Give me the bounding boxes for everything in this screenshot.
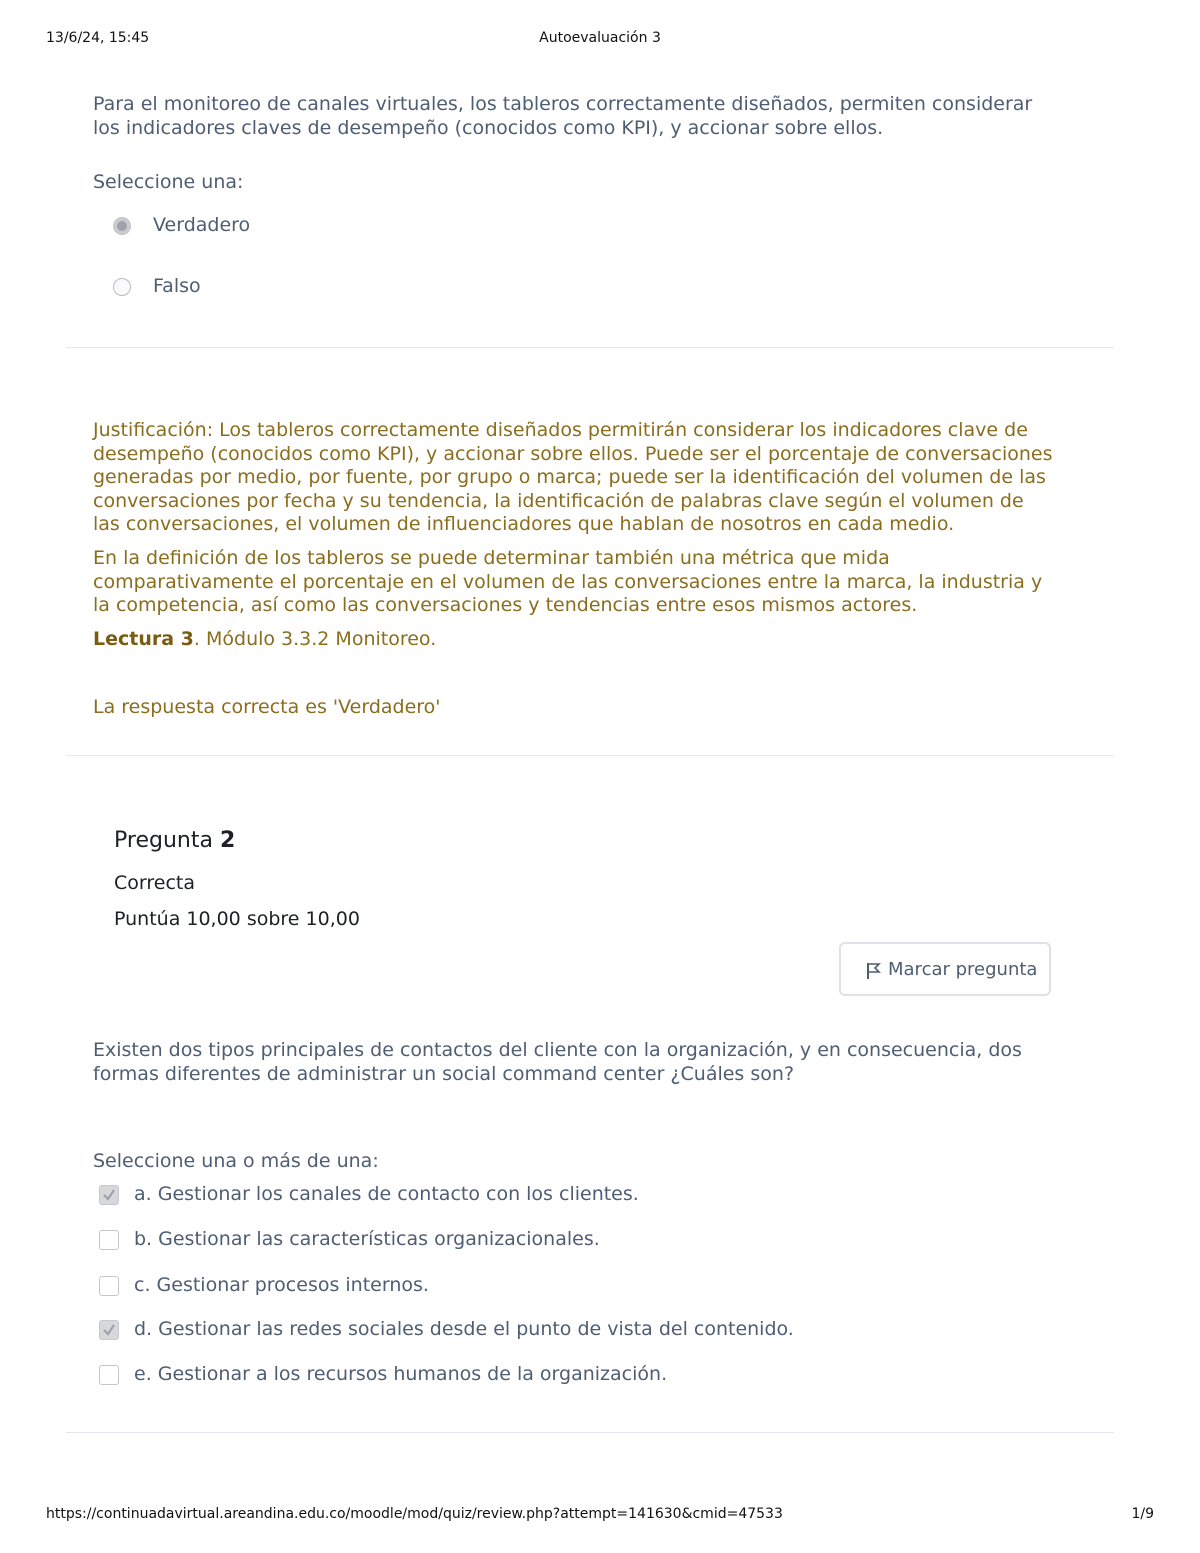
answer-option-label: d. Gestionar las redes sociales desde el punto de vista del contenido. xyxy=(134,1318,794,1340)
question-2-card xyxy=(66,800,1114,1433)
radio-button[interactable] xyxy=(113,278,131,296)
checkmark-icon xyxy=(102,1188,116,1202)
answer-option-label: c. Gestionar procesos internos. xyxy=(134,1274,429,1296)
answer-option-label: e. Gestionar a los recursos humanos de la organización. xyxy=(134,1363,668,1385)
answer-option-label: a. Gestionar los canales de contacto con los clientes. xyxy=(134,1183,639,1205)
feedback-reading-reference xyxy=(93,628,1053,652)
print-footer xyxy=(46,1506,1154,1526)
checkbox-checked[interactable] xyxy=(99,1185,119,1205)
checkbox[interactable] xyxy=(99,1276,119,1296)
radio-button-checked[interactable] xyxy=(113,217,131,235)
print-datetime: 13/6/24, 15:45 xyxy=(46,30,150,46)
flag-icon xyxy=(865,962,881,980)
answer-option-label: b. Gestionar las características organizacionales. xyxy=(134,1228,600,1250)
checkmark-icon xyxy=(102,1323,116,1337)
checkbox[interactable] xyxy=(99,1365,119,1385)
flag-question-button[interactable] xyxy=(839,942,1051,996)
feedback-justification: Justificación: Los tableros correctamente diseñados permitirán considerar los indicadores clave de desempeño (conocidos como KPI), y accionar sobre ellos. Puede ser el porcentaje de conversaciones generadas por medio, por fuente, por grupo o marca; puede ser la identificación del volumen de las conversaciones por fecha y su tendencia, la identificación de palabras clave según el volumen de las conversaciones, el volumen de influenciadores que hablan de nosotros en cada medio. xyxy=(93,419,1053,535)
reading-module: . Módulo 3.3.2 Monitoreo. xyxy=(193,628,437,650)
question-2-text: Existen dos tipos principales de contactos del cliente con la organización, y en consecuencia, dos formas diferentes de administrar un social command center ¿Cuáles son? xyxy=(93,1039,1022,1085)
reading-title: Lectura 3 xyxy=(93,628,194,650)
question-grade: Puntúa 10,00 sobre 10,00 xyxy=(114,908,360,930)
correct-answer-text: La respuesta correcta es 'Verdadero' xyxy=(93,696,441,718)
checkbox-checked[interactable] xyxy=(99,1320,119,1340)
checkbox[interactable] xyxy=(99,1230,119,1250)
question-state: Correcta xyxy=(114,872,195,894)
print-header xyxy=(46,30,1154,50)
feedback-paragraph: En la definición de los tableros se puede determinar también una métrica que mida comparativamente el porcentaje en el volumen de las conversaciones entre la marca, la industria y la competencia, así como las conversaciones y tendencias entre esos mismos actores. xyxy=(93,547,1043,616)
answer-option-label: Falso xyxy=(153,275,201,297)
question-1-text: Para el monitoreo de canales virtuales, los tableros correctamente diseñados, permiten considerar los indicadores claves de desempeño (conocidos como KPI), y accionar sobre ellos. xyxy=(93,93,1033,139)
question-number xyxy=(114,828,235,853)
flag-question-label: Marcar pregunta xyxy=(888,959,1038,980)
feedback-card xyxy=(66,400,1114,756)
question-number-value: 2 xyxy=(219,828,236,853)
print-page-number: 1/9 xyxy=(1131,1506,1154,1522)
question-title-prefix: Pregunta xyxy=(114,828,213,853)
question-1-select-label: Seleccione una: xyxy=(93,171,244,193)
question-1-card xyxy=(66,80,1114,348)
question-2-select-label: Seleccione una o más de una: xyxy=(93,1150,379,1172)
print-url: https://continuadavirtual.areandina.edu.co/moodle/mod/quiz/review.php?attempt=141630&cmid=47533 xyxy=(46,1506,783,1522)
print-page-title: Autoevaluación 3 xyxy=(539,30,661,46)
answer-option-label: Verdadero xyxy=(153,214,251,236)
